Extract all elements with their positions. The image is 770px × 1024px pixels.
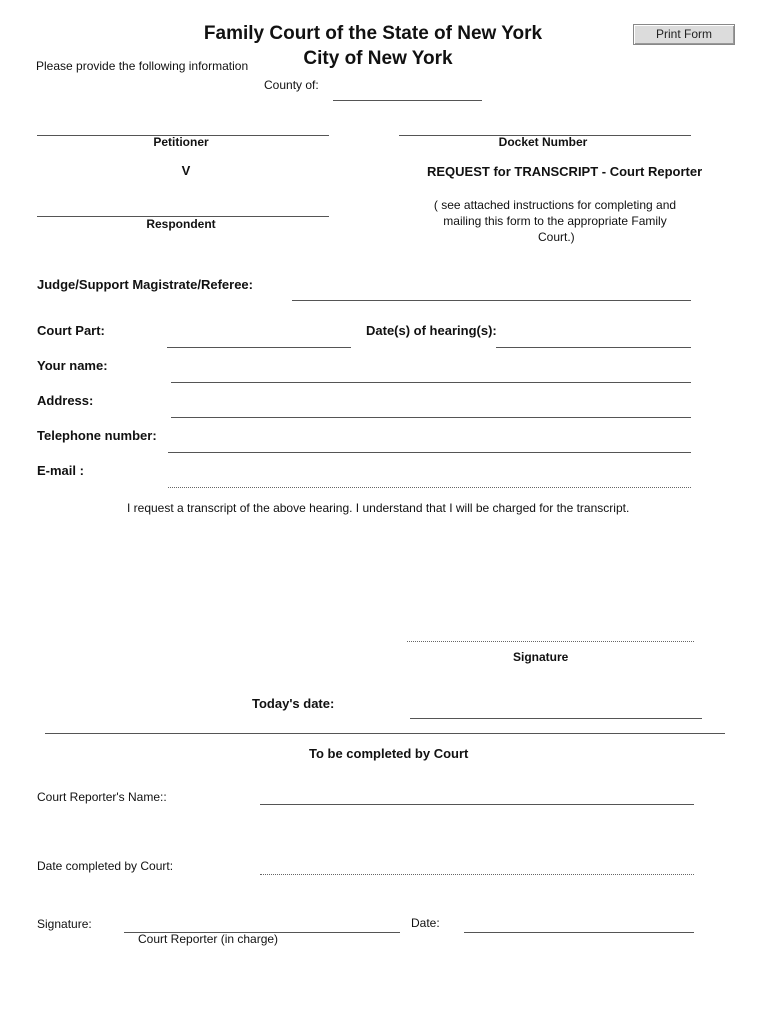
your-name-input[interactable] [171,362,691,383]
judge-label: Judge/Support Magistrate/Referee: [37,277,253,292]
court-date-label: Date: [411,916,440,930]
judge-input[interactable] [292,280,691,301]
reporter-name-label: Court Reporter's Name:: [37,790,167,804]
docket-number-label: Docket Number [498,135,588,149]
petitioner-input[interactable] [37,115,329,136]
respondent-input[interactable] [37,196,329,217]
date-completed-label: Date completed by Court: [37,859,174,873]
county-label: County of: [264,78,319,92]
address-input[interactable] [171,397,691,418]
telephone-input[interactable] [168,432,691,453]
reporter-name-input[interactable] [260,784,694,805]
court-part-input[interactable] [167,327,351,348]
email-input[interactable] [168,467,691,488]
court-signature-input[interactable] [124,912,400,933]
request-title: REQUEST for TRANSCRIPT - Court Reporter [427,164,703,179]
instructions-line1: ( see attached instructions for completing and [433,198,677,212]
court-date-input[interactable] [464,912,694,933]
instructions-line3: Court.) [538,230,575,244]
date-completed-input[interactable] [260,854,694,875]
instruction-text: Please provide the following information [36,59,249,73]
todays-date-input[interactable] [410,698,702,719]
todays-date-label: Today's date: [252,696,335,711]
signature-input[interactable] [407,621,694,642]
city-title: City of New York [303,48,453,69]
hearing-dates-input[interactable] [496,327,691,348]
petitioner-label: Petitioner [153,135,209,149]
request-statement: I request a transcript of the above hearing. I understand that I will be charged for the transcript. [127,501,630,515]
section-divider [45,733,725,734]
court-title: Family Court of the State of New York [203,23,543,44]
county-input[interactable] [333,80,482,101]
telephone-label: Telephone number: [37,428,157,443]
docket-number-input[interactable] [399,115,691,136]
email-label: E-mail : [37,463,84,478]
instructions-line2: mailing this form to the appropriate Family [443,214,667,228]
print-form-button[interactable]: Print Form [633,24,735,45]
court-signature-label: Signature: [37,917,92,931]
address-label: Address: [37,393,94,408]
reporter-in-charge-label: Court Reporter (in charge) [138,932,279,946]
signature-label: Signature [513,650,569,664]
your-name-label: Your name: [37,358,108,373]
court-part-label: Court Part: [37,323,105,338]
hearing-dates-label: Date(s) of hearing(s): [366,323,497,338]
respondent-label: Respondent [146,217,216,231]
versus-label: V [181,163,191,178]
court-section-heading: To be completed by Court [309,746,469,761]
